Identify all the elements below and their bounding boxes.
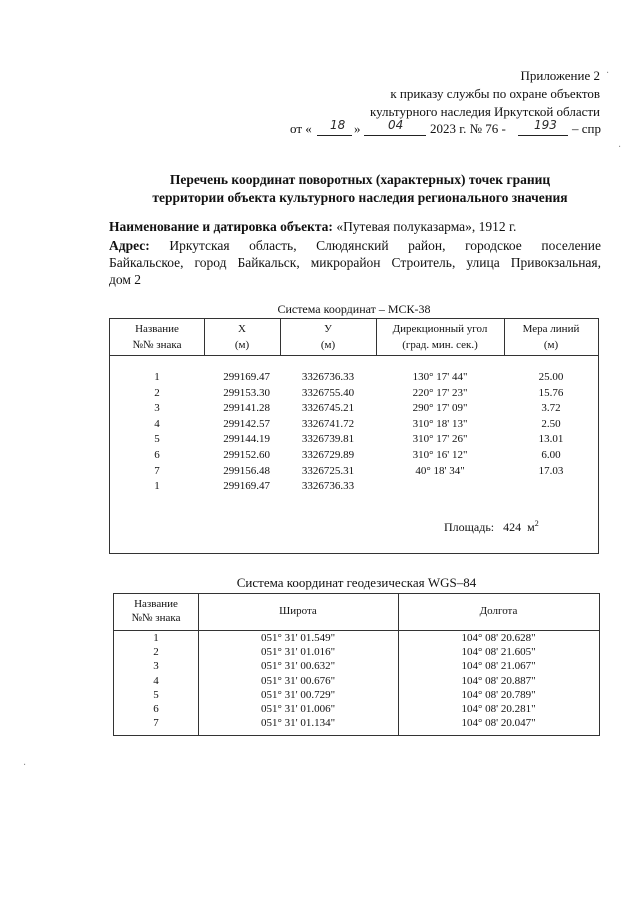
table1-cell-len: 2.50 [541, 417, 561, 430]
table2-header-longitude: Долгота [479, 605, 518, 617]
table2-cell-lat: 051° 31' 01.016" [260, 646, 336, 659]
object-name [109, 219, 516, 235]
table1-cell-n: 2 [154, 386, 160, 399]
number-underline [518, 135, 568, 136]
table1-cell-len: 6.00 [541, 449, 561, 461]
title-line-1: Перечень координат поворотных (характерных) точек границ [169, 172, 551, 187]
table1-cell-angle: 220° 17' 23" [412, 386, 468, 399]
table1-caption: Система координат – МСК-38 [277, 302, 431, 316]
handwritten-month: 04 [388, 118, 404, 132]
table1-cell-y: 3326736.33 [301, 371, 355, 383]
area-value: 424 [503, 520, 522, 534]
table1-cell-x: 299169.47 [223, 371, 270, 383]
area-unit-power: 2 [534, 519, 539, 528]
table1-cell-angle: 290° 17' 09" [412, 402, 468, 415]
msk38-coordinates-table [109, 318, 599, 554]
table1-cell-n: 7 [154, 464, 160, 477]
authority-line: культурного наследия Иркутской области [369, 104, 600, 119]
table2-cell-lon: 104° 08' 20.887" [461, 674, 536, 687]
table1-cell-n: 4 [154, 417, 160, 430]
table1-cell-y: 3326745.21 [301, 402, 355, 415]
object-name-value: «Путевая полуказарма», 1912 г. [336, 219, 517, 234]
scan-mark: · [23, 760, 27, 771]
table2-cell-lon: 104° 08' 21.067" [461, 660, 536, 673]
table1-header-row [110, 319, 598, 356]
address-line-3: дом 2 [109, 272, 142, 287]
table2-cell-lat: 051° 31' 01.006" [260, 703, 336, 715]
table2-cell-lon: 104° 08' 20.628" [461, 632, 536, 644]
table1-header-x: X (м) [234, 323, 250, 351]
table1-cell-len: 3.72 [541, 402, 561, 415]
table2-cell-lat: 051° 31' 00.632" [260, 660, 336, 673]
date-prefix: от « [290, 121, 312, 136]
table1-cell-n: 1 [154, 480, 160, 493]
scan-mark: · [618, 142, 622, 153]
year-number-text: 2023 г. № 76 - [430, 121, 506, 136]
number-suffix: – спр [572, 121, 601, 136]
table1-cell-x: 299144.19 [223, 433, 270, 446]
title-line-2: территории объекта культурного наследия регионального значения [152, 190, 568, 205]
order-line: к приказу службы по охране объектов [390, 86, 600, 101]
table2-header-name: Название №№ знака [131, 598, 181, 624]
table1-header-angle: Дирекционный угол (град. мин. сек.) [392, 323, 488, 351]
day-underline [317, 135, 352, 136]
object-name-label: Наименование и датировка объекта: [109, 219, 333, 234]
table1-cell-angle: 310° 16' 12" [412, 449, 468, 461]
table2-cell-lat: 051° 31' 01.134" [260, 717, 336, 730]
table2-cell-n: 1 [153, 632, 159, 644]
area-unit: м [527, 520, 535, 534]
table1-cell-y: 3326725.31 [301, 464, 355, 477]
table2-cell-lat: 051° 31' 00.729" [260, 688, 336, 701]
handwritten-number: 193 [534, 118, 557, 132]
table1-cell-y: 3326736.33 [301, 480, 355, 493]
table1-cell-len: 15.76 [538, 386, 564, 399]
table1-cell-n: 1 [154, 371, 160, 383]
table2-header-row [114, 594, 599, 631]
table2-cell-lon: 104° 08' 21.605" [461, 646, 536, 659]
table1-cell-x: 299169.47 [223, 480, 270, 493]
table1-cell-angle: 310° 18' 13" [412, 417, 468, 430]
month-underline [364, 135, 426, 136]
scan-mark: · [606, 68, 610, 79]
address-line-2: Байкальское, город Байкальск, микрорайон Строитель, улица Привокзальная, [109, 255, 601, 270]
table2-cell-n: 4 [153, 674, 159, 687]
table1-cell-x: 299152.60 [223, 449, 270, 461]
table2-cell-n: 7 [153, 717, 159, 730]
area-label: Площадь: [444, 520, 495, 534]
table1-cell-x: 299153.30 [223, 386, 270, 399]
address-text-1: Иркутская область, Слюдянский район, городское поселение [169, 238, 602, 253]
table1-cell-angle: 130° 17' 44" [412, 371, 468, 383]
table2-cell-lat: 051° 31' 00.676" [260, 674, 336, 687]
table1-header-y: У (м) [320, 323, 336, 351]
table1-cell-y: 3326729.89 [301, 449, 355, 461]
table2-cell-lon: 104° 08' 20.047" [461, 717, 536, 730]
table1-cell-y: 3326739.81 [301, 433, 355, 446]
order-date-line [290, 118, 602, 139]
address-label: Адрес: [109, 238, 150, 253]
table1-cell-angle: 40° 18' 34" [415, 464, 465, 477]
table1-cell-n: 6 [154, 449, 160, 461]
area-line [444, 519, 539, 535]
appendix-label: Приложение 2 [520, 68, 600, 83]
table2-caption: Система координат геодезическая WGS–84 [236, 575, 477, 590]
table2-cell-lat: 051° 31' 01.549" [260, 632, 336, 644]
address-line-1 [109, 237, 601, 254]
table1-cell-len: 13.01 [538, 433, 564, 446]
wgs84-coordinates-table [113, 593, 600, 736]
date-mid: » [354, 121, 361, 136]
handwritten-day: 18 [330, 118, 346, 132]
table1-cell-n: 5 [154, 433, 160, 446]
object-address [109, 237, 601, 288]
table2-cell-lon: 104° 08' 20.789" [461, 688, 536, 701]
table2-cell-lon: 104° 08' 20.281" [461, 703, 536, 715]
table1-header-name: Название №№ знака [132, 323, 182, 351]
table1-cell-x: 299141.28 [223, 402, 270, 415]
table1-cell-len: 25.00 [538, 371, 564, 383]
table2-header-latitude: Широта [279, 605, 317, 617]
table1-cell-y: 3326755.40 [301, 386, 355, 399]
table1-cell-len: 17.03 [538, 464, 564, 477]
table2-cell-n: 6 [153, 703, 159, 715]
table1-cell-angle: 310° 17' 26" [412, 433, 468, 446]
table1-header-length: Мера линий (м) [522, 323, 580, 351]
table1-cell-y: 3326741.72 [301, 417, 355, 430]
table1-cell-n: 3 [154, 402, 160, 415]
table2-cell-n: 3 [153, 660, 159, 673]
table2-cell-n: 5 [153, 688, 159, 701]
table1-cell-x: 299142.57 [223, 417, 270, 430]
table1-cell-x: 299156.48 [223, 464, 270, 477]
table2-cell-n: 2 [153, 646, 159, 659]
